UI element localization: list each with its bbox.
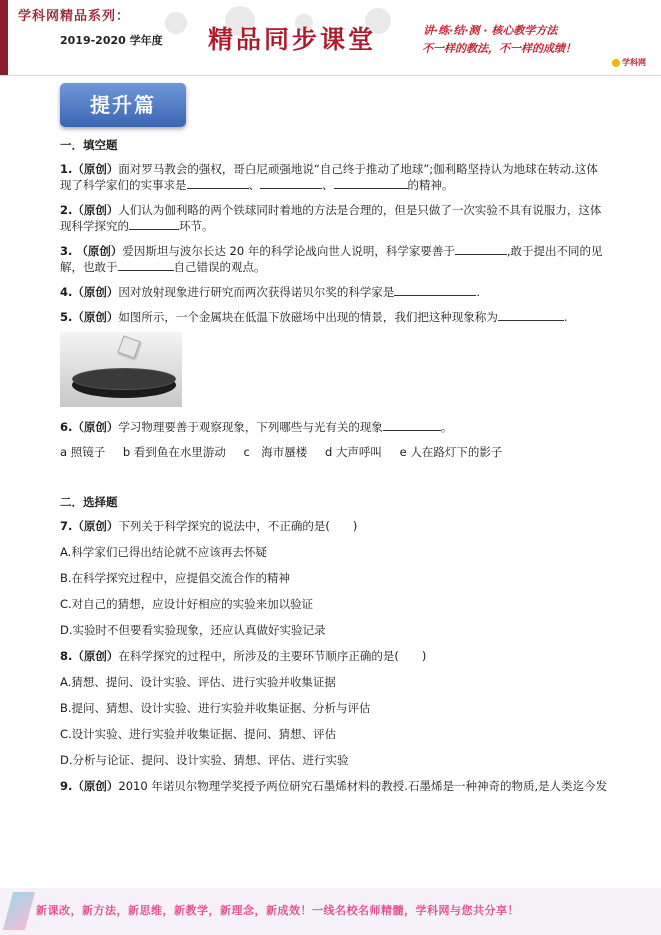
school-year: 2019-2020 学年度 bbox=[60, 34, 163, 47]
question-6-options bbox=[60, 444, 620, 460]
option: B.提问、猜想、设计实验、进行实验并收集证据、分析与评估 bbox=[60, 701, 371, 715]
answer-blank[interactable] bbox=[118, 259, 174, 271]
question-3: 3. （原创）爱因斯坦与波尔长达 20 年的科学论战向世人说明，科学家要善于 ,敢于提出不同的见 解，也敢于 自己错误的观点。 bbox=[60, 244, 603, 274]
answer-blank[interactable] bbox=[455, 243, 507, 255]
section-fill-title: 一．填空题 bbox=[60, 138, 118, 152]
worksheet-content bbox=[60, 132, 620, 804]
metal-cube bbox=[117, 335, 140, 358]
section-choice-title: 二．选择题 bbox=[60, 495, 118, 509]
option: C.设计实验、进行实验并收集证据、提问、猜想、评估 bbox=[60, 727, 337, 741]
answer-blank[interactable] bbox=[260, 177, 322, 189]
question-1: 1.（原创）面对罗马教会的强权，哥白尼顽强地说“自己终于推动了地球”;伽利略坚持认为地球在转动.这体 现了科学家们的实事求是 、 、 的精神。 bbox=[60, 162, 598, 192]
option: A.猜想、提问、设计实验、评估、进行实验并收集证据 bbox=[60, 675, 336, 689]
logo-icon bbox=[612, 59, 620, 67]
question-7: 7.（原创）下列关于科学探究的说法中，不正确的是( ) bbox=[60, 519, 358, 533]
footer-slogan: 新课改，新方法，新思维，新教学，新理念，新成效！一线名校名师精髓，学科网与您共分享！ bbox=[36, 904, 519, 917]
question-8: 8.（原创）在科学探究的过程中，所涉及的主要环节顺序正确的是( ) bbox=[60, 649, 427, 663]
option: B.在科学探究过程中，应提倡交流合作的精神 bbox=[60, 571, 291, 585]
banner-title: 精品同步课堂 bbox=[208, 25, 377, 54]
answer-blank[interactable] bbox=[498, 309, 564, 321]
levitation-photo bbox=[60, 332, 182, 407]
answer-blank[interactable] bbox=[129, 218, 179, 230]
option: a 照镜子 bbox=[60, 445, 106, 459]
option: e 人在路灯下的影子 bbox=[399, 445, 503, 459]
question-6: 6.（原创）学习物理要善于观察现象，下列哪些与光有关的现象 。 bbox=[60, 420, 453, 434]
option: D.分析与论证、提问、设计实验、猜想、评估、进行实验 bbox=[60, 753, 349, 767]
banner-accent-strip bbox=[0, 0, 8, 76]
option: C.对自己的猜想，应设计好相应的实验来加以验证 bbox=[60, 597, 314, 611]
answer-blank[interactable] bbox=[394, 284, 476, 296]
option: b 看到鱼在水里游动 bbox=[122, 445, 226, 459]
question-9: 9.（原创）2010 年诺贝尔物理学奖授予两位研究石墨烯材料的教授.石墨烯是一种神奇的物质,是人类迄今发 bbox=[60, 779, 608, 793]
question-4: 4.（原创）因对放射现象进行研究而两次获得诺贝尔奖的科学家是 . bbox=[60, 285, 481, 299]
slogan-method: 讲·练·结·测 · 核心教学方法 bbox=[423, 24, 558, 37]
footer-banner bbox=[0, 888, 661, 935]
answer-blank[interactable] bbox=[383, 419, 441, 431]
answer-blank[interactable] bbox=[187, 177, 249, 189]
level-tag: 提升篇 bbox=[60, 83, 186, 127]
option: c 海市蜃楼 bbox=[243, 445, 308, 459]
option: D.实验时不但要看实验现象，还应认真做好实验记录 bbox=[60, 623, 326, 637]
header-banner bbox=[0, 0, 661, 76]
zxxk-logo: 学科网 bbox=[612, 57, 646, 68]
option: A.科学家们已得出结论就不应该再去怀疑 bbox=[60, 545, 267, 559]
footer-decoration bbox=[3, 892, 35, 930]
series-label: 学科网精品系列： bbox=[18, 9, 131, 24]
question-5: 5.（原创）如图所示，一个金属块在低温下放磁场中出现的情景，我们把这种现象称为 . bbox=[60, 310, 568, 324]
slogan-results: 不一样的教法，不一样的成绩！ bbox=[422, 42, 576, 55]
question-2: 2.（原创）人们认为伽利略的两个铁球同时着地的方法是合理的，但是只做了一次实验不具有说服力，这体 现科学探究的 环节。 bbox=[60, 203, 602, 233]
answer-blank[interactable] bbox=[334, 177, 408, 189]
option: d 大声呼叫 bbox=[324, 445, 382, 459]
